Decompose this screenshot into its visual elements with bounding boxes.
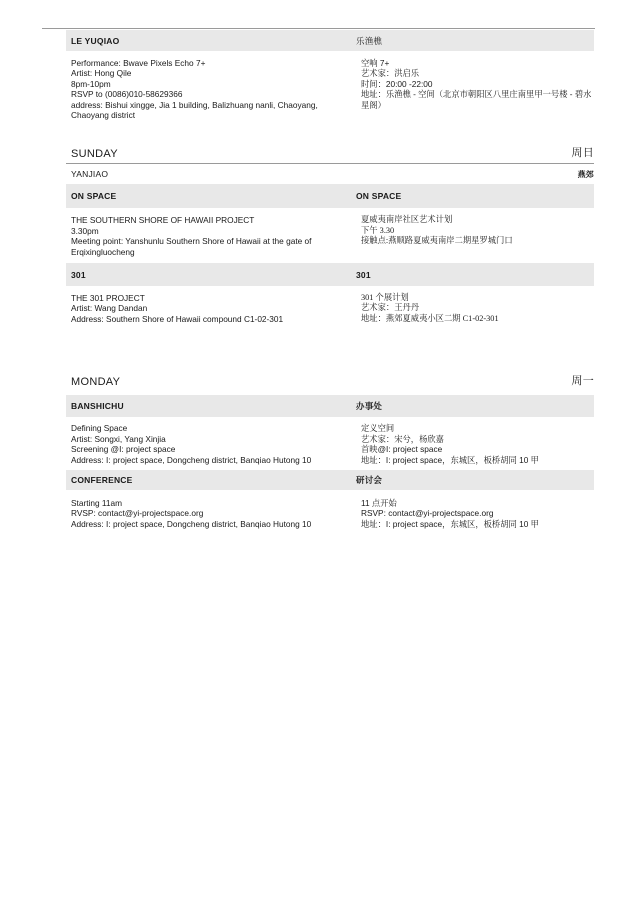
event-banshichu: [66, 417, 594, 470]
event-artist: Artist: Hong Qile: [71, 68, 132, 79]
venue-header-301: [66, 263, 594, 286]
event-time-cn: 时间：20:00 -22:00: [361, 78, 433, 89]
district-name-cn: 燕郊: [577, 169, 594, 179]
venue-name-en: ON SPACE: [71, 191, 117, 202]
event-details-cn: [351, 293, 594, 324]
event-meeting-point: Meeting point: Yanshunlu Southern Shore of Hawaii at the gate of Erqixingluocheng: [71, 236, 312, 257]
event-address: address: Bishui xingge, Jia 1 building, Balizhuang nanli, Chaoyang, Chaoyang district: [71, 99, 318, 121]
event-on-space: [66, 208, 594, 263]
event-artist-cn: 艺术家：宋兮，杨欣嘉: [361, 433, 444, 444]
event-artist: Artist: Wang Dandan: [71, 303, 148, 314]
top-divider: [42, 28, 595, 29]
venue-name-en: LE YUQIAO: [71, 35, 120, 46]
schedule-page: [66, 30, 594, 535]
venue-header-on-space: [66, 184, 594, 208]
day-name-cn: 周日: [571, 147, 594, 160]
event-time-cn: 11 点开始: [361, 497, 397, 508]
event-address-cn: 地址：燕郊夏威夷小区二期 C1-02-301: [361, 313, 499, 323]
event-title: Defining Space: [71, 423, 128, 434]
event-details-cn: [351, 58, 594, 120]
event-address-cn: 地址：I: project space，东城区，板桥胡同 10 甲: [361, 518, 539, 529]
event-time: 8pm-10pm: [71, 78, 111, 89]
event-rsvp: RSVP to (0086)010-58629366: [71, 89, 183, 100]
event-screening-cn: 首映@I: project space: [361, 444, 443, 455]
event-conference: [66, 490, 594, 535]
district-name-en: YANJIAO: [71, 169, 109, 180]
event-details-en: [66, 215, 351, 257]
event-address: Address: I: project space, Dongcheng district, Banqiao Hutong 10: [71, 454, 312, 465]
event-details-cn: [351, 498, 594, 529]
day-heading-sunday: [66, 144, 594, 163]
event-address: Address: I: project space, Dongcheng district, Banqiao Hutong 10: [71, 518, 312, 529]
event-rsvp-cn: RSVP: contact@yi-projectspace.org: [361, 508, 494, 519]
day-name-en: SUNDAY: [71, 148, 118, 161]
venue-name-cn: 301: [356, 269, 371, 280]
venue-name-cn: 乐渔樵: [356, 35, 383, 46]
event-rsvp: RVSP: contact@yi-projectspace.org: [71, 508, 204, 519]
event-details-en: [66, 293, 351, 324]
event-address-cn: 地址：乐渔樵 - 空间（北京市朝阳区八里庄南里甲一号楼 - 碧水星阁）: [361, 89, 592, 110]
event-time: Starting 11am: [71, 497, 123, 508]
event-title: THE 301 PROJECT: [71, 293, 145, 304]
venue-name-cn: ON SPACE: [356, 191, 402, 202]
venue-name-cn: 办事处: [356, 401, 383, 412]
event-artist-cn: 艺术家：王丹丹: [361, 303, 420, 313]
event-title-cn: 定义空间: [361, 423, 395, 434]
event-title-cn: 空响 7+: [361, 58, 390, 68]
venue-name-en: CONFERENCE: [71, 474, 133, 485]
event-artist: Artist: Songxi, Yang Xinjia: [71, 433, 166, 444]
event-details-cn: [351, 423, 594, 465]
event-title-cn: 夏威夷南岸社区艺术计划: [361, 215, 453, 225]
venue-name-en: BANSHICHU: [71, 401, 124, 412]
event-details-en: [66, 423, 351, 465]
venue-name-en: 301: [71, 269, 86, 280]
event-details-en: [66, 58, 351, 120]
event-artist-cn: 艺术家：洪启乐: [361, 68, 420, 79]
event-title-cn: 301 个展计划: [361, 293, 409, 303]
venue-name-cn: 研讨会: [356, 474, 383, 485]
event-details-en: [66, 498, 351, 529]
venue-header-le-yuqiao: [66, 30, 594, 51]
event-title: Performance: Bwave Pixels Echo 7+: [71, 58, 206, 68]
day-name-cn: 周一: [571, 375, 594, 388]
district-row-yanjiao: [66, 164, 594, 184]
event-meeting-point-cn: 接触点:燕顺路夏威夷南岸二期星罗城门口: [361, 236, 513, 246]
day-heading-monday: [66, 372, 594, 391]
day-name-en: MONDAY: [71, 376, 121, 389]
event-301: [66, 286, 594, 330]
event-time-cn: 下午 3.30: [361, 225, 395, 235]
venue-header-banshichu: [66, 395, 594, 417]
event-details-cn: [351, 215, 594, 257]
event-title: THE SOUTHERN SHORE OF HAWAII PROJECT: [71, 215, 255, 226]
venue-header-conference: [66, 470, 594, 490]
event-address: Address: Southern Shore of Hawaii compound C1-02-301: [71, 313, 284, 324]
event-screening: Screening @I: project space: [71, 444, 176, 455]
event-time: 3.30pm: [71, 225, 99, 236]
event-address-cn: 地址：I: project space，东城区，板桥胡同 10 甲: [361, 454, 539, 465]
event-le-yuqiao: [66, 51, 594, 126]
